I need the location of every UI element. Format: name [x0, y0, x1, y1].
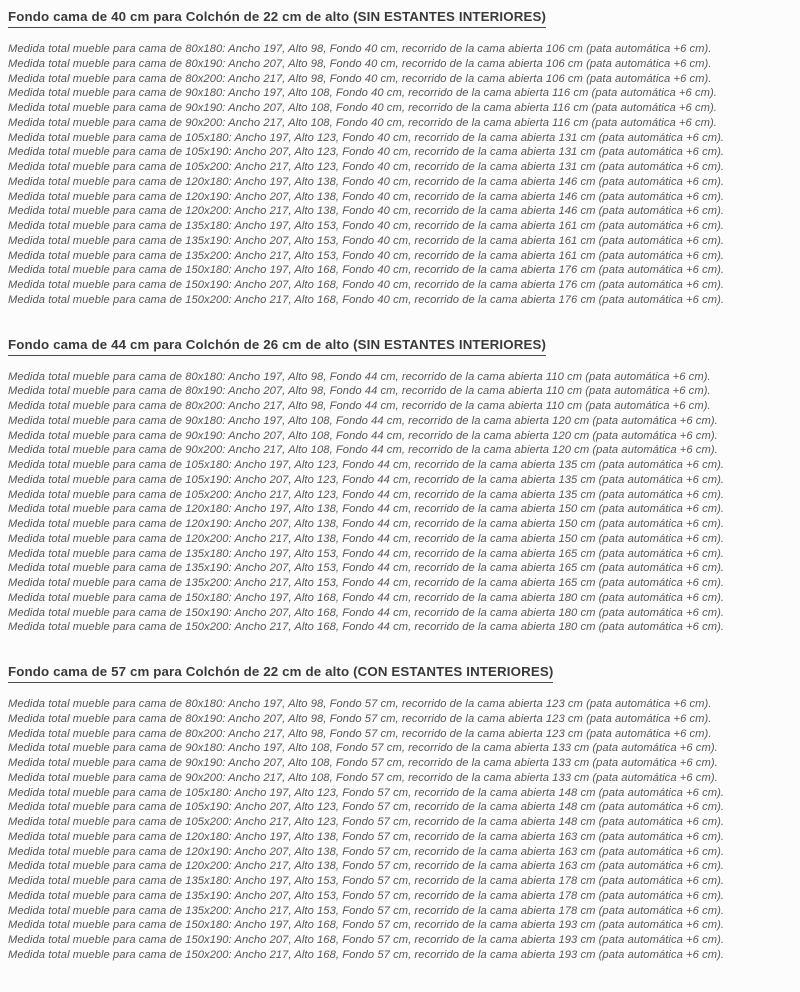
measurement-row: Medida total mueble para cama de 135x200: Ancho 217, Alto 153, Fondo 57 cm, recorrido de la cama abierta 178 cm (pata automática +6 cm).	[8, 904, 725, 917]
measurement-row: Medida total mueble para cama de 150x190: Ancho 207, Alto 168, Fondo 40 cm, recorrido de la cama abierta 176 cm (pata automática +6 cm).	[8, 279, 725, 291]
measurement-row: Medida total mueble para cama de 120x190: Ancho 207, Alto 138, Fondo 40 cm, recorrido de la cama abierta 146 cm (pata automática +6 cm).	[8, 190, 725, 203]
measurement-row: Medida total mueble para cama de 80x200: Ancho 217, Alto 98, Fondo 44 cm, recorrido de la cama abierta 110 cm (pata automática +6 cm).	[8, 400, 711, 412]
measurement-row: Medida total mueble para cama de 135x180: Ancho 197, Alto 153, Fondo 40 cm, recorrido de la cama abierta 161 cm (pata automática +6 cm).	[8, 220, 725, 232]
measurement-row: Medida total mueble para cama de 105x190: Ancho 207, Alto 123, Fondo 44 cm, recorrido de la cama abierta 135 cm (pata automática +6 cm).	[8, 473, 725, 486]
measurement-row: Medida total mueble para cama de 105x180: Ancho 197, Alto 123, Fondo 57 cm, recorrido de la cama abierta 148 cm (pata automática +6 cm).	[8, 786, 725, 799]
measurement-row: Medida total mueble para cama de 135x190: Ancho 207, Alto 153, Fondo 40 cm, recorrido de la cama abierta 161 cm (pata automática +6 cm).	[8, 234, 725, 247]
measurement-row: Medida total mueble para cama de 90x200: Ancho 217, Alto 108, Fondo 44 cm, recorrido de la cama abierta 120 cm (pata automática +6 cm).	[8, 444, 718, 457]
measurement-row: Medida total mueble para cama de 120x180: Ancho 197, Alto 138, Fondo 57 cm, recorrido de la cama abierta 163 cm (pata automática +6 cm).	[8, 830, 725, 843]
measurement-list	[8, 370, 800, 636]
measurement-row: Medida total mueble para cama de 120x190: Ancho 207, Alto 138, Fondo 57 cm, recorrido de la cama abierta 163 cm (pata automática +6 cm).	[8, 845, 725, 858]
measurement-row: Medida total mueble para cama de 150x200: Ancho 217, Alto 168, Fondo 57 cm, recorrido de la cama abierta 193 cm (pata automática +6 cm).	[8, 948, 725, 961]
measurement-row: Medida total mueble para cama de 105x190: Ancho 207, Alto 123, Fondo 57 cm, recorrido de la cama abierta 148 cm (pata automática +6 cm).	[8, 801, 725, 814]
measurement-row: Medida total mueble para cama de 150x200: Ancho 217, Alto 168, Fondo 40 cm, recorrido de la cama abierta 176 cm (pata automática +6 cm).	[8, 293, 725, 306]
measurement-row: Medida total mueble para cama de 120x200: Ancho 217, Alto 138, Fondo 44 cm, recorrido de la cama abierta 150 cm (pata automática +6 cm).	[8, 532, 725, 545]
measurement-row: Medida total mueble para cama de 120x200: Ancho 217, Alto 138, Fondo 40 cm, recorrido de la cama abierta 146 cm (pata automática +6 cm).	[8, 205, 725, 218]
measurement-row: Medida total mueble para cama de 90x200: Ancho 217, Alto 108, Fondo 40 cm, recorrido de la cama abierta 116 cm (pata automática +6 cm).	[8, 116, 717, 129]
measurement-row: Medida total mueble para cama de 90x200: Ancho 217, Alto 108, Fondo 57 cm, recorrido de la cama abierta 133 cm (pata automática +6 cm).	[8, 771, 718, 784]
measurement-row: Medida total mueble para cama de 90x190: Ancho 207, Alto 108, Fondo 44 cm, recorrido de la cama abierta 120 cm (pata automática +6 cm).	[8, 429, 718, 442]
measurement-row: Medida total mueble para cama de 150x180: Ancho 197, Alto 168, Fondo 57 cm, recorrido de la cama abierta 193 cm (pata automática +6 cm).	[8, 919, 725, 932]
measurement-row: Medida total mueble para cama de 135x180: Ancho 197, Alto 153, Fondo 44 cm, recorrido de la cama abierta 165 cm (pata automática +6 cm).	[8, 547, 725, 560]
measurement-row: Medida total mueble para cama de 150x180: Ancho 197, Alto 168, Fondo 40 cm, recorrido de la cama abierta 176 cm (pata automática +6 cm).	[8, 264, 725, 277]
measurement-row: Medida total mueble para cama de 90x180: Ancho 197, Alto 108, Fondo 44 cm, recorrido de la cama abierta 120 cm (pata automática +6 cm).	[8, 414, 718, 427]
measurement-row: Medida total mueble para cama de 120x180: Ancho 197, Alto 138, Fondo 40 cm, recorrido de la cama abierta 146 cm (pata automática +6 cm).	[8, 175, 725, 188]
measurement-row: Medida total mueble para cama de 105x190: Ancho 207, Alto 123, Fondo 40 cm, recorrido de la cama abierta 131 cm (pata automática +6 cm).	[8, 146, 725, 159]
measurement-list	[8, 42, 800, 308]
measurement-row: Medida total mueble para cama de 80x190: Ancho 207, Alto 98, Fondo 44 cm, recorrido de la cama abierta 110 cm (pata automática +6 cm).	[8, 385, 711, 398]
measurement-row: Medida total mueble para cama de 120x190: Ancho 207, Alto 138, Fondo 44 cm, recorrido de la cama abierta 150 cm (pata automática +6 cm).	[8, 518, 725, 530]
measurement-row: Medida total mueble para cama de 150x200: Ancho 217, Alto 168, Fondo 44 cm, recorrido de la cama abierta 180 cm (pata automática +6 cm).	[8, 621, 725, 634]
measurement-row: Medida total mueble para cama de 80x200: Ancho 217, Alto 98, Fondo 40 cm, recorrido de la cama abierta 106 cm (pata automática +6 cm).	[8, 72, 712, 85]
dimensions-section	[0, 8, 800, 308]
measurement-row: Medida total mueble para cama de 90x180: Ancho 197, Alto 108, Fondo 40 cm, recorrido de la cama abierta 116 cm (pata automática +6 cm).	[8, 87, 717, 100]
measurement-row: Medida total mueble para cama de 80x200: Ancho 217, Alto 98, Fondo 57 cm, recorrido de la cama abierta 123 cm (pata automática +6 cm).	[8, 727, 712, 740]
measurement-row: Medida total mueble para cama de 80x180: Ancho 197, Alto 98, Fondo 40 cm, recorrido de la cama abierta 106 cm (pata automática +6 cm).	[8, 43, 712, 55]
measurement-row: Medida total mueble para cama de 105x200: Ancho 217, Alto 123, Fondo 44 cm, recorrido de la cama abierta 135 cm (pata automática +6 cm).	[8, 488, 725, 501]
measurement-row: Medida total mueble para cama de 105x180: Ancho 197, Alto 123, Fondo 40 cm, recorrido de la cama abierta 131 cm (pata automática +6 cm).	[8, 131, 725, 144]
measurement-row: Medida total mueble para cama de 105x200: Ancho 217, Alto 123, Fondo 40 cm, recorrido de la cama abierta 131 cm (pata automática +6 cm).	[8, 161, 725, 173]
measurement-row: Medida total mueble para cama de 80x180: Ancho 197, Alto 98, Fondo 57 cm, recorrido de la cama abierta 123 cm (pata automática +6 cm).	[8, 698, 712, 710]
measurement-row: Medida total mueble para cama de 105x180: Ancho 197, Alto 123, Fondo 44 cm, recorrido de la cama abierta 135 cm (pata automática +6 cm).	[8, 459, 725, 471]
measurement-row: Medida total mueble para cama de 90x190: Ancho 207, Alto 108, Fondo 40 cm, recorrido de la cama abierta 116 cm (pata automática +6 cm).	[8, 102, 717, 114]
measurement-row: Medida total mueble para cama de 90x190: Ancho 207, Alto 108, Fondo 57 cm, recorrido de la cama abierta 133 cm (pata automática +6 cm).	[8, 757, 718, 769]
measurement-row: Medida total mueble para cama de 80x190: Ancho 207, Alto 98, Fondo 40 cm, recorrido de la cama abierta 106 cm (pata automática +6 cm).	[8, 57, 712, 70]
measurement-list	[8, 697, 800, 963]
measurement-row: Medida total mueble para cama de 135x200: Ancho 217, Alto 153, Fondo 44 cm, recorrido de la cama abierta 165 cm (pata automática +6 cm).	[8, 577, 725, 589]
measurement-row: Medida total mueble para cama de 150x190: Ancho 207, Alto 168, Fondo 44 cm, recorrido de la cama abierta 180 cm (pata automática +6 cm).	[8, 606, 725, 619]
section-heading: Fondo cama de 44 cm para Colchón de 26 cm de alto (SIN ESTANTES INTERIORES)	[8, 336, 546, 356]
measurement-row: Medida total mueble para cama de 135x190: Ancho 207, Alto 153, Fondo 44 cm, recorrido de la cama abierta 165 cm (pata automática +6 cm).	[8, 562, 725, 575]
measurement-row: Medida total mueble para cama de 90x180: Ancho 197, Alto 108, Fondo 57 cm, recorrido de la cama abierta 133 cm (pata automática +6 cm).	[8, 742, 718, 755]
measurement-row: Medida total mueble para cama de 135x190: Ancho 207, Alto 153, Fondo 57 cm, recorrido de la cama abierta 178 cm (pata automática +6 cm).	[8, 889, 725, 902]
dimensions-section	[0, 663, 800, 963]
measurement-row: Medida total mueble para cama de 80x190: Ancho 207, Alto 98, Fondo 57 cm, recorrido de la cama abierta 123 cm (pata automática +6 cm).	[8, 712, 712, 725]
measurement-row: Medida total mueble para cama de 120x200: Ancho 217, Alto 138, Fondo 57 cm, recorrido de la cama abierta 163 cm (pata automática +6 cm).	[8, 860, 725, 873]
section-heading: Fondo cama de 57 cm para Colchón de 22 cm de alto (CON ESTANTES INTERIORES)	[8, 663, 553, 683]
measurement-row: Medida total mueble para cama de 120x180: Ancho 197, Alto 138, Fondo 44 cm, recorrido de la cama abierta 150 cm (pata automática +6 cm).	[8, 503, 725, 516]
measurement-row: Medida total mueble para cama de 135x180: Ancho 197, Alto 153, Fondo 57 cm, recorrido de la cama abierta 178 cm (pata automática +6 cm).	[8, 875, 725, 887]
sections-container	[0, 8, 800, 963]
dimensions-section	[0, 336, 800, 636]
measurement-row: Medida total mueble para cama de 105x200: Ancho 217, Alto 123, Fondo 57 cm, recorrido de la cama abierta 148 cm (pata automática +6 cm).	[8, 816, 725, 828]
measurement-row: Medida total mueble para cama de 150x180: Ancho 197, Alto 168, Fondo 44 cm, recorrido de la cama abierta 180 cm (pata automática +6 cm).	[8, 591, 725, 604]
section-heading: Fondo cama de 40 cm para Colchón de 22 cm de alto (SIN ESTANTES INTERIORES)	[8, 8, 546, 28]
measurement-row: Medida total mueble para cama de 80x180: Ancho 197, Alto 98, Fondo 44 cm, recorrido de la cama abierta 110 cm (pata automática +6 cm).	[8, 370, 711, 383]
measurement-row: Medida total mueble para cama de 135x200: Ancho 217, Alto 153, Fondo 40 cm, recorrido de la cama abierta 161 cm (pata automática +6 cm).	[8, 249, 725, 262]
measurement-row: Medida total mueble para cama de 150x190: Ancho 207, Alto 168, Fondo 57 cm, recorrido de la cama abierta 193 cm (pata automática +6 cm).	[8, 934, 725, 946]
